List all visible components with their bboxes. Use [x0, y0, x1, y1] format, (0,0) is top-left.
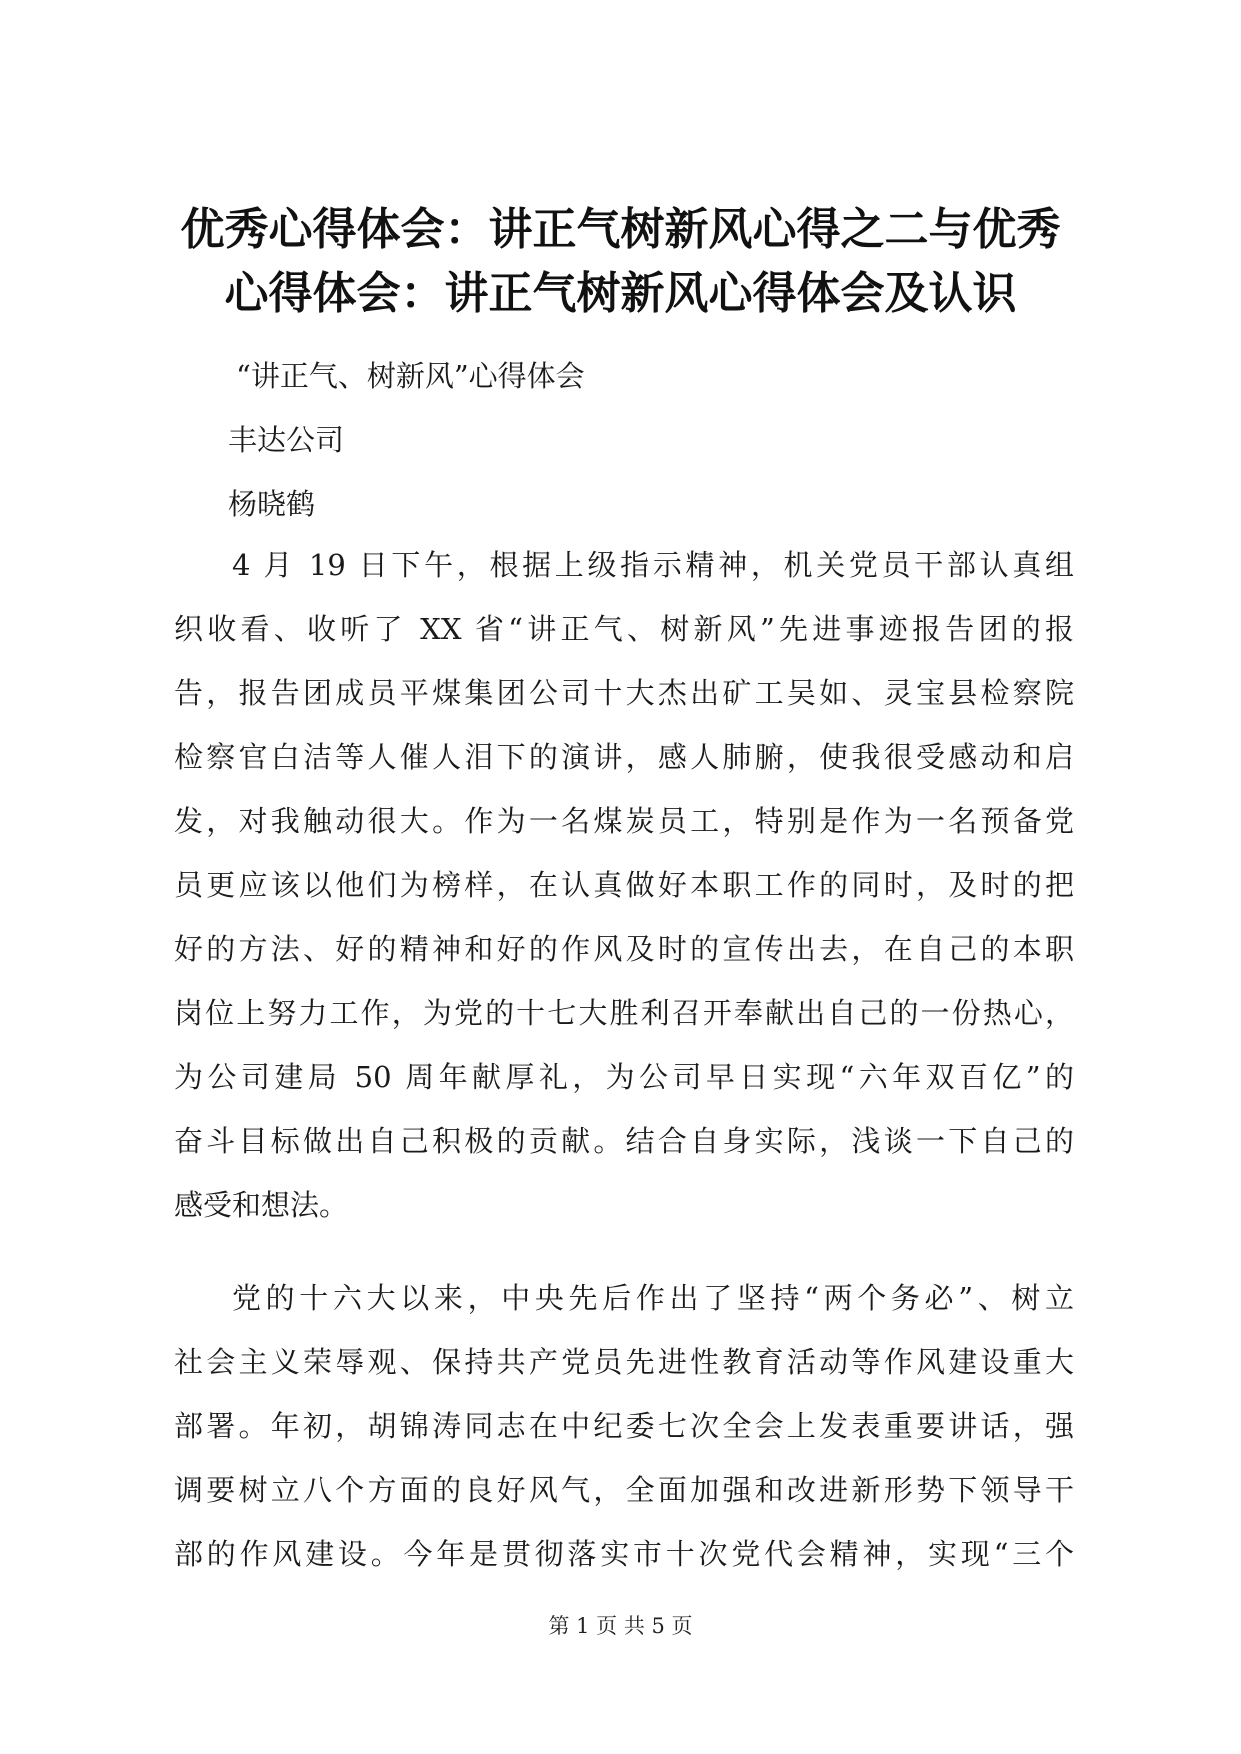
page-footer: 第 1 页 共 5 页 [548, 1614, 693, 1638]
paragraph-line: 好的方法、好的精神和好的作风及时的宣传出去，在自己的本职 [174, 932, 1074, 966]
paragraph-line: 奋斗目标做出自己积极的贡献。结合自身实际，浅谈一下自己的 [174, 1124, 1074, 1158]
paragraph-line: 部署。年初，胡锦涛同志在中纪委七次全会上发表重要讲话，强 [174, 1409, 1074, 1443]
document-title [150, 198, 1091, 326]
title-line-1: 优秀心得体会：讲正气树新风心得之二与优秀 [180, 204, 1061, 255]
paragraph-line: 4 月 19 日下午，根据上级指示精神，机关党员干部认真组 [232, 548, 1074, 582]
paragraph-line: 为公司建局 50 周年献厚礼，为公司早日实现“六年双百亿”的 [174, 1060, 1074, 1094]
paragraph-line: 告，报告团成员平煤集团公司十大杰出矿工吴如、灵宝县检察院 [174, 676, 1074, 710]
title-line-2: 心得体会：讲正气树新风心得体会及认识 [224, 268, 1017, 319]
company-name: 丰达公司 [228, 423, 345, 457]
paragraph-line: 员更应该以他们为榜样，在认真做好本职工作的同时，及时的把 [174, 868, 1074, 902]
paragraph-line: 发，对我触动很大。作为一名煤炭员工，特别是作为一名预备党 [174, 804, 1074, 838]
paragraph-line: 调要树立八个方面的良好风气，全面加强和改进新形势下领导干 [174, 1473, 1074, 1507]
paragraph-line: 岗位上努力工作，为党的十七大胜利召开奉献出自己的一份热心， [174, 996, 1074, 1030]
paragraph-line: 社会主义荣辱观、保持共产党员先进性教育活动等作风建设重大 [174, 1345, 1074, 1379]
paragraph-line: 党的十六大以来，中央先后作出了坚持“两个务必”、树立 [232, 1281, 1074, 1315]
paragraph-line: 感受和想法。 [174, 1188, 349, 1222]
paragraph-line: 检察官白洁等人催人泪下的演讲，感人肺腑，使我很受感动和启 [174, 740, 1074, 774]
paragraph-line: 织收看、收听了 XX 省“讲正气、树新风”先进事迹报告团的报 [174, 612, 1074, 646]
author-name: 杨晓鹤 [228, 487, 316, 521]
subtitle: “讲正气、树新风”心得体会 [236, 359, 585, 393]
paragraph-1 [174, 533, 1074, 1237]
paragraph-line: 部的作风建设。今年是贯彻落实市十次党代会精神，实现“三个 [174, 1537, 1074, 1571]
paragraph-2 [174, 1266, 1074, 1586]
